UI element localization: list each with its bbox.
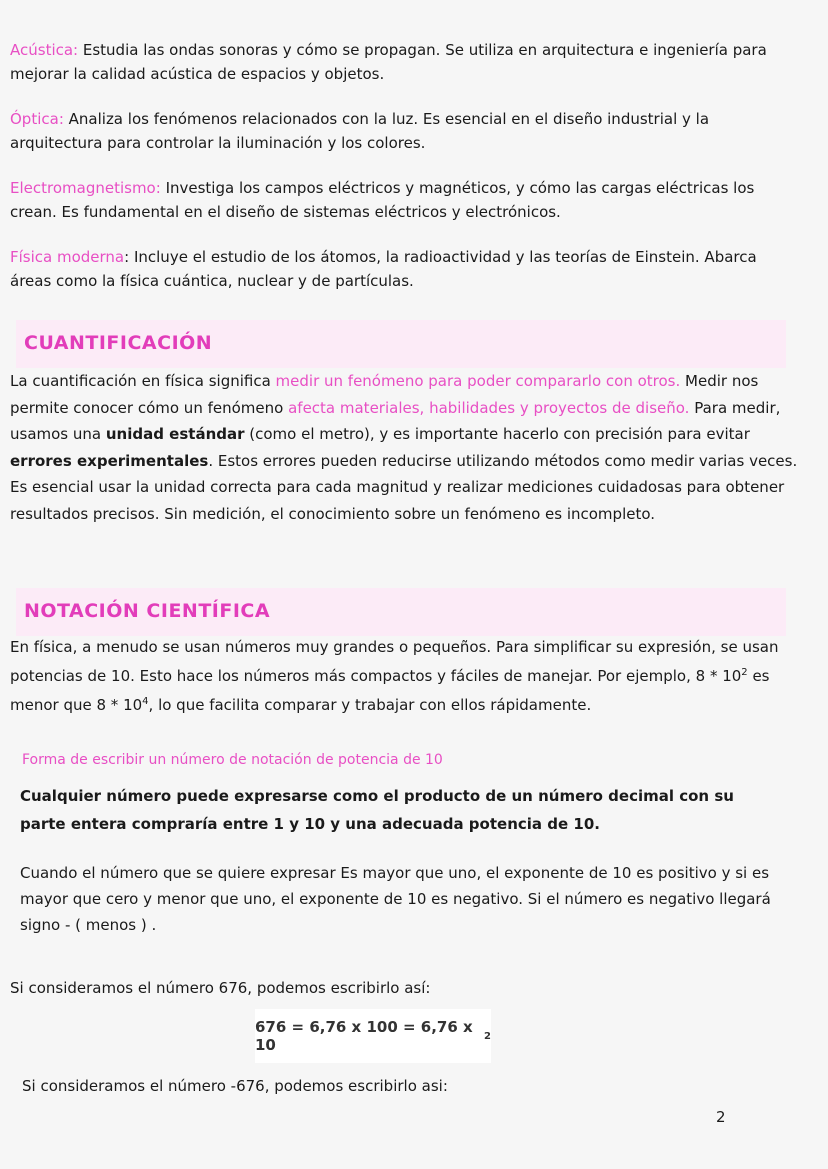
text-run: (como el metro), y es importante hacerlo con precisión para evitar [244, 425, 750, 443]
highlight-run: afecta materiales, habilidades y proyectos de diseño. [288, 398, 690, 417]
text-run: En física, a menudo se usan números muy grandes o pequeños. Para simplificar su expresión, se usan potencias de 10. Esto hace los números más compactos y fáciles de manejar. Por ejemplo, 8 * 10 [10, 638, 779, 685]
def-text: : Incluye el estudio de los átomos, la radioactividad y las teorías de Einstein. Abarca áreas como la física cuántica, nuclear y de partículas. [10, 248, 757, 290]
text-run: Medir nos permite conocer cómo un fenómeno [10, 372, 759, 417]
text-run: . Estos errores pueden reducirse utilizando métodos como medir varias veces. Es esencial usar la unidad correcta para cada magnitud y realizar mediciones cuidadosas para obtener resultados precisos. Sin medición, el conocimiento sobre un fenómeno es incompleto. [10, 451, 798, 523]
bold-run: unidad estándar [105, 425, 245, 443]
def-term: Electromagnetismo: [10, 179, 161, 197]
rule-paragraph: Cualquier número puede expresarse como el producto de un número decimal con su parte entera compraría entre 1 y 10 y una adecuada potencia de 10. [20, 787, 734, 833]
exponent: 4 [142, 696, 149, 707]
subheading-forma: Forma de escribir un número de notación de potencia de 10 [22, 752, 443, 768]
bold-run: errores experimentales [10, 451, 209, 470]
section-heading-cuantificacion: CUANTIFICACIÓN [16, 320, 786, 368]
example-intro-neg-676: Si consideramos el número -676, podemos escribirlo asi: [22, 1077, 448, 1095]
def-term: Óptica: [10, 110, 64, 128]
text-run: es menor que 8 * 10 [10, 667, 770, 714]
text-run: La cuantificación en física significa [10, 372, 276, 390]
exponent: 2 [741, 667, 748, 678]
exponent-rules-paragraph: Cuando el número que se quiere expresar Es mayor que uno, el exponente de 10 es positivo y si es mayor que cero y menor que uno, el exponente de 10 es negativo. Si el número es negativo llegará signo - ( menos ) . [20, 864, 771, 934]
highlight-run: medir un fenómeno para poder compararlo con otros. [275, 372, 681, 390]
def-term: Física moderna [10, 248, 125, 266]
formula-exponent: 2 [484, 1030, 491, 1042]
formula-box [255, 1009, 491, 1063]
def-text: Investiga los campos eléctricos y magnéticos, y cómo las cargas eléctricas los crean. Es fundamental en el diseño de sistemas eléctricos y electrónicos. [10, 179, 755, 221]
def-text: Estudia las ondas sonoras y cómo se propagan. Se utiliza en arquitectura e ingeniería para mejorar la calidad acústica de espacios y objetos. [10, 41, 767, 83]
def-acustica [10, 38, 800, 86]
notacion-intro-paragraph [10, 634, 800, 718]
def-optica [10, 107, 800, 155]
def-electromagnetismo [10, 176, 800, 224]
def-fisica-moderna [10, 245, 800, 293]
example-intro-676: Si consideramos el número 676, podemos escribirlo así: [10, 979, 431, 997]
cuantificacion-paragraph [10, 368, 800, 527]
text-run: , lo que facilita comparar y trabajar con ellos rápidamente. [148, 696, 592, 714]
text-run: Para medir, usamos una [10, 398, 781, 443]
section-heading-notacion: NOTACIÓN CIENTÍFICA [16, 588, 786, 636]
formula-text: 676 = 6,76 x 100 = 6,76 x 10 [255, 1018, 473, 1054]
def-text: Analiza los fenómenos relacionados con la luz. Es esencial en el diseño industrial y la arquitectura para controlar la iluminación y los colores. [10, 110, 710, 152]
def-term: Acústica: [10, 41, 79, 59]
page-number: 2 [716, 1108, 726, 1126]
